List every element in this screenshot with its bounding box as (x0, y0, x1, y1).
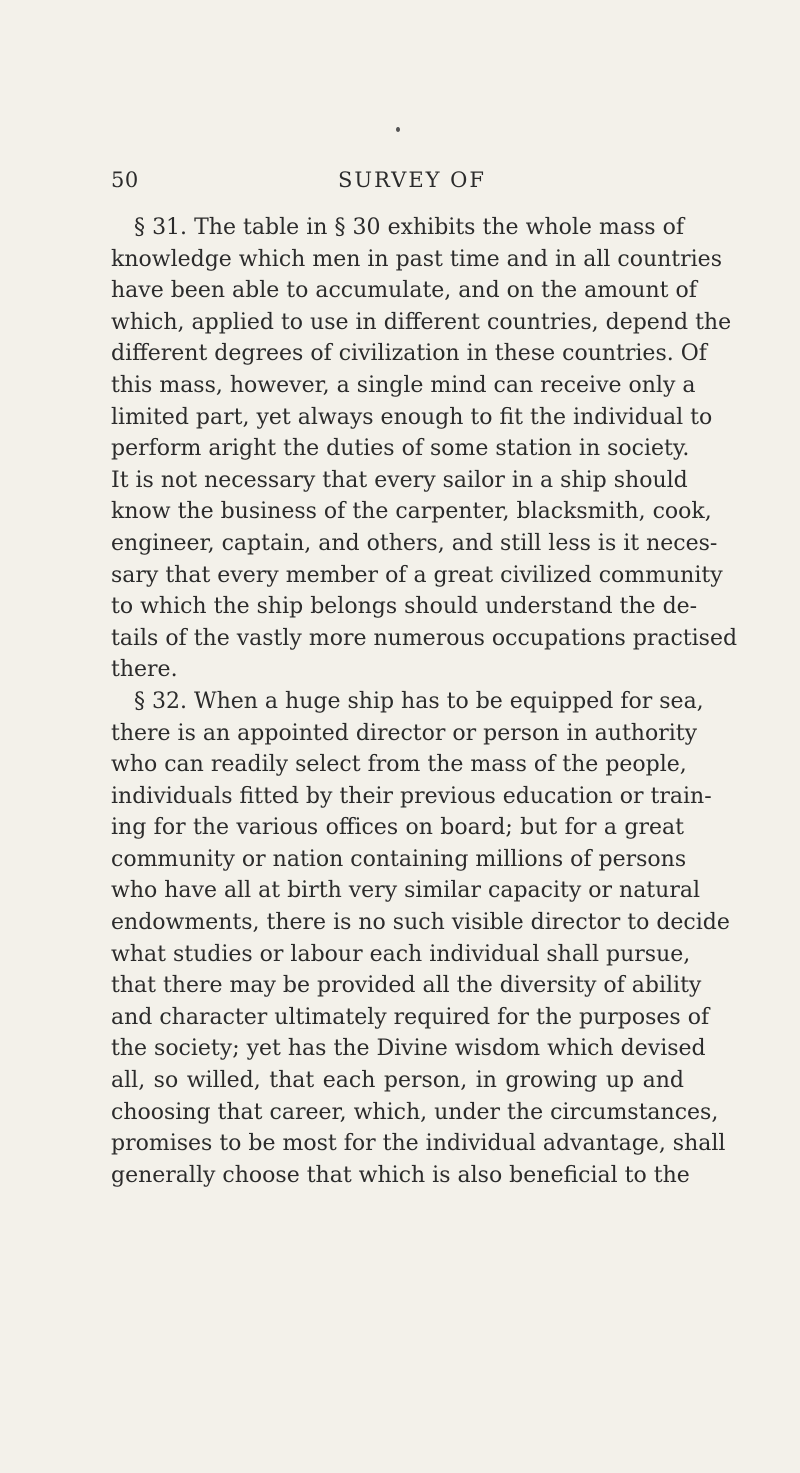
text-line: what studies or labour each individual shall pursue, (111, 941, 691, 967)
text-line: endowments, there is no such visible director to decide (111, 910, 730, 936)
text-line: there is an appointed director or person in authority (111, 720, 698, 746)
text-line: tails of the vastly more numerous occupations practised (111, 625, 738, 651)
text-line: limited part, yet always enough to fit the individual to (111, 404, 713, 430)
text-line: engineer, captain, and others, and still less is it neces- (111, 530, 718, 556)
text-line: who can readily select from the mass of the people, (111, 752, 687, 778)
text-line: § 32. When a huge ship has to be equipped for sea, (134, 688, 704, 714)
text-line: know the business of the carpenter, blacksmith, cook, (111, 499, 712, 525)
text-line: knowledge which men in past time and in all countries (111, 246, 722, 272)
text-line: and character ultimately required for the purposes of (111, 1004, 710, 1030)
body-text (111, 212, 738, 1191)
running-title: SURVEY OF (338, 168, 486, 192)
text-line: have been able to accumulate, and on the amount of (111, 278, 697, 304)
text-line: § 31. The table in § 30 exhibits the whole mass of (134, 215, 684, 240)
text-line: community or nation containing millions of persons (111, 846, 687, 872)
text-line: choosing that career, which, under the circumstances, (111, 1099, 719, 1125)
text-line: perform aright the duties of some station in society. (111, 436, 690, 462)
text-line: all, so willed, that each person, in growing up and (111, 1068, 684, 1094)
text-line: to which the ship belongs should understand the de- (111, 594, 698, 620)
text-line: promises to be most for the individual advantage, shall (111, 1131, 726, 1157)
text-line: who have all at birth very similar capacity or natural (111, 878, 700, 904)
text-line: It is not necessary that every sailor in a ship should (111, 467, 688, 493)
text-line: the society; yet has the Divine wisdom which devised (111, 1036, 706, 1062)
print-speck (396, 127, 400, 132)
text-line: which, applied to use in different countries, depend the (111, 309, 732, 335)
text-line: this mass, however, a single mind can receive only a (111, 372, 696, 398)
text-line: that there may be provided all the diversity of ability (111, 973, 702, 999)
text-line: ing for the various offices on board; but for a great (111, 815, 684, 841)
text-line: generally choose that which is also beneficial to the (111, 1162, 690, 1188)
page-number: 50 (111, 168, 139, 192)
text-line: different degrees of civilization in these countries. Of (111, 341, 707, 367)
text-line: there. (111, 657, 178, 683)
text-line: sary that every member of a great civilized community (111, 562, 723, 588)
running-head (0, 168, 800, 198)
text-line: individuals fitted by their previous education or train- (111, 783, 712, 809)
